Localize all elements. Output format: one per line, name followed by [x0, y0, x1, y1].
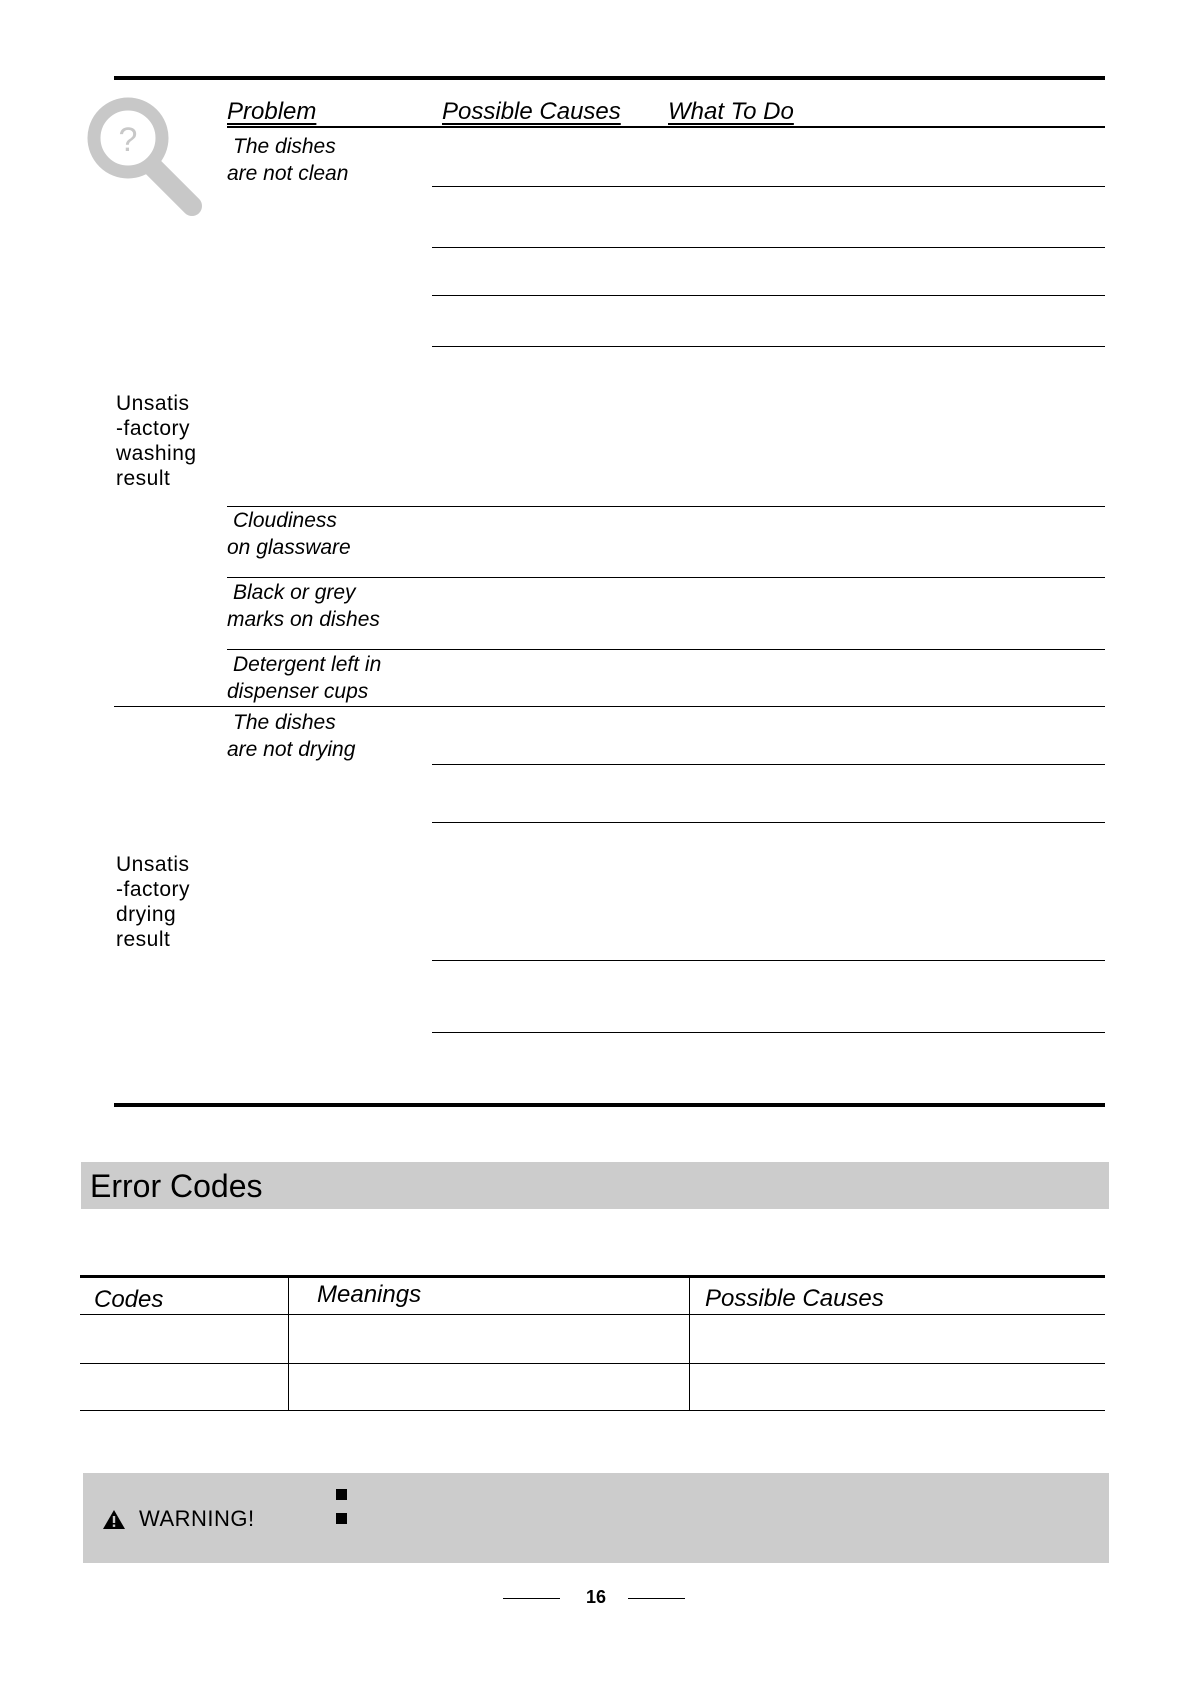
error-header-causes: Possible Causes [705, 1285, 884, 1312]
section-divider [114, 706, 1105, 707]
problem-black-grey-marks: Black or grey marks on dishes [227, 581, 380, 631]
problem-cloudiness: Cloudiness on glassware [227, 509, 351, 559]
page-number: 16 [586, 1587, 607, 1607]
error-header-meanings: Meanings [317, 1281, 422, 1308]
error-table-top-rule [80, 1275, 1105, 1278]
error-codes-title: Error Codes [90, 1168, 263, 1204]
warning-bullet [336, 1513, 347, 1524]
error-header-codes: Codes [94, 1286, 164, 1313]
row-divider [227, 506, 1105, 507]
error-table-header-rule [80, 1314, 1105, 1315]
row-divider [432, 295, 1105, 296]
error-table-bottom-rule [80, 1410, 1105, 1411]
table-bottom-rule [114, 1103, 1105, 1107]
category-drying: Unsatis -factory drying result [116, 853, 191, 951]
page-number-rule-right [628, 1598, 685, 1599]
error-table-col-divider [689, 1277, 690, 1410]
row-divider [227, 577, 1105, 578]
row-divider [432, 346, 1105, 347]
row-divider [227, 649, 1105, 650]
row-divider [432, 764, 1105, 765]
header-underline [227, 126, 1105, 128]
warning-label: WARNING! [139, 1506, 255, 1531]
warning-box [83, 1473, 1109, 1563]
problem-dishes-not-clean: The dishes are not clean [227, 135, 349, 185]
error-table-col-divider [288, 1277, 289, 1410]
row-divider [432, 186, 1105, 187]
problem-detergent-left: Detergent left in dispenser cups [227, 653, 382, 703]
svg-text:?: ? [118, 121, 138, 159]
row-divider [432, 247, 1105, 248]
header-what-to-do: What To Do [668, 98, 794, 125]
page-number-rule-left [503, 1598, 560, 1599]
error-codes-banner [81, 1162, 1109, 1209]
warning-triangle-icon [102, 1509, 126, 1530]
header-possible-causes: Possible Causes [442, 98, 621, 125]
error-table-row-rule [80, 1363, 1105, 1364]
row-divider [432, 822, 1105, 823]
problem-dishes-not-drying: The dishes are not drying [227, 711, 356, 761]
table-top-rule [114, 76, 1105, 80]
magnifier-question-icon [84, 92, 204, 217]
warning-bullet [336, 1489, 347, 1500]
row-divider [432, 1032, 1105, 1033]
row-divider [432, 960, 1105, 961]
header-problem: Problem [227, 98, 317, 125]
category-washing: Unsatis -factory washing result [116, 392, 197, 490]
